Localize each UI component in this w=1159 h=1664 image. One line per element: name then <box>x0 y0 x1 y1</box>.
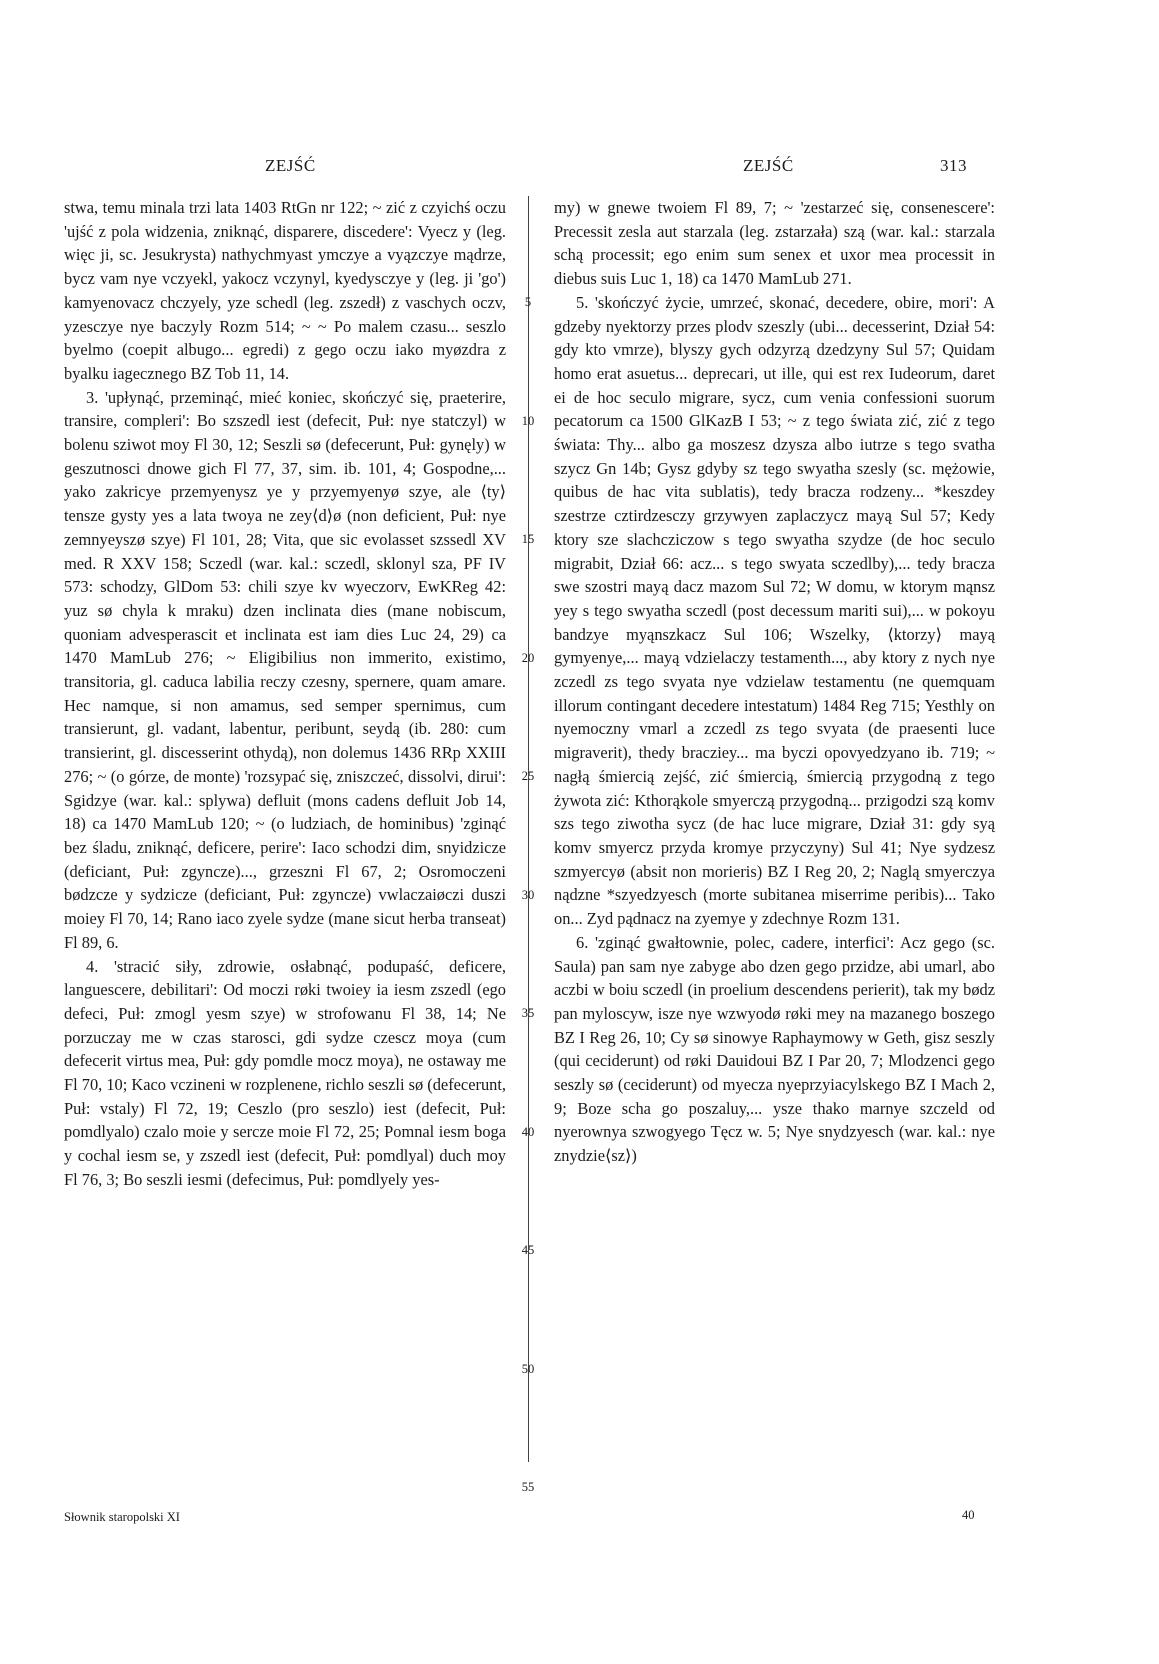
sense-6-paragraph: 6. 'zginąć gwałtownie, polec, cadere, interfici': Acz gego (sc. Saula) pan sam nye zabyge abo dzen gego przidze, abi umarl, abo aczbi w boiu sczedl (in proelium descendens perierit), tak my bødz pan myloscyw, isze nye wzwyodø røki mey na mazanego boszego BZ I Reg 26, 10; Cy sø sinowye Raphaymowy w Geth, gisz seszly (qui ceciderunt) od røki Dauidoui BZ I Par 20, 7; Mlodzenci gego seszly sø (ceciderunt) od myecza nyeprzyiacylskego BZ I Mach 2, 9; Boze scha go poszaluy,... ysze thako marnye szczeld od nyerownya szwogyego Tęcz w. 5; Nye snydzyesch (war. kal.: nye znydzie⟨sz⟩) <box>554 932 995 1166</box>
entry-paragraph: stwa, temu minala trzi lata 1403 RtGn nr 122; ~ zić z czyichś oczu 'ujść z pola widzenia, zniknąć, disparere, discedere': Vyecz y (leg. więc ji, sc. Jesukrysta) nathychmyast ymczye a vyązczye mądrze, bycz vam nye vczyekl, yakocz vczynyl, kyedysczye y (leg. ji 'go') kamyenovacz chczyely, yze schedl (leg. zszedł) z vaschych oczv, yzesczye nye baczyly Rozm 514; ~ ~ Po malem czasu... seszlo byelmo (coepit albugo... egredi) z gego oczu iako myøzdra z byalku iagecznego BZ Tob 11, 14. <box>64 198 506 383</box>
line-number: 20 <box>521 651 535 665</box>
line-number: 55 <box>521 1480 535 1494</box>
line-number: 40 <box>521 1125 535 1139</box>
line-number: 15 <box>521 532 535 546</box>
sense-4-paragraph: 4. 'stracić siły, zdrowie, osłabnąć, podupaść, deficere, languescere, debilitari': Od moczi røki twoiey ia iesm zszedl (ego defeci, Puł: zmogl yesm szye) w strofowanu Fl 38, 14; Ne porzuczay me w czas starosci, gdi sydze czescz moya (cum defecerit virtus mea, Puł: gdy pomdle mocz moya), ne ostaway me Fl 70, 10; Kaco vczineni w rozplenene, richlo seszli sø (defecerunt, Puł: vstaly) Fl 72, 19; Ceszlo (pro seszlo) iest (defecit, Puł: pomdlyalo) czalo moie y sercze moie Fl 72, 25; Pomnal iesm boga y cochal iesm se, y zszedl iest (defecit, Puł: pomdlyal) duch moy Fl 76, 3; Bo seszli iesmi (defecimus, Puł: pomdlyely yes- <box>64 956 506 1189</box>
line-number: 5 <box>524 295 532 309</box>
right-running-head: ZEJŚĆ <box>743 156 794 175</box>
footer-signature: 40 <box>962 1508 975 1522</box>
sense-3-paragraph: 3. 'upłynąć, przeminąć, mieć koniec, skończyć się, praeterire, transire, compleri': Bo szszedl iest (defecit, Puł: nye statczyl) w bolenu sziwot moy Fl 30, 12; Seszli sø (defecerunt, Puł: gynęly) w geszutnosci dnowe gich Fl 77, 37, sim. ib. 101, 4; Gospodne,... yako zakricye przemyenysz ye y przyemyenyø szye, ale ⟨ty⟩ tensze gysty yes a lata twoya ne zey⟨d⟩ø (non deficient, Puł: nye zemnyeyszø szye) Fl 101, 28; Vita, que sic evolasset szssedl XV med. R XXV 158; Sczedl (war. kal.: sczedl, sklonyl sza, PF IV 573: schodzy, GlDom 53: chili szye kv wyeczorv, EwKReg 42: yuz sø chyla k mraku) dzen inclinata dies (mane nobiscum, quoniam advesperascit et inclinata est iam dies Luc 24, 29) ca 1470 MamLub 276; ~ Eligibilius non immerito, existimo, transitoria, gl. caduca labilia reczy czesny, spernere, quam amare. Hec namque, si non amamus, sed semper spernimus, cum transierunt, gl. vadant, labentur, peribunt, seydą (ib. 280: cum transierint, gl. discesserint othydą), non dolemus 1436 RRp XXIII 276; ~ (o górze, de monte) 'rozsypać się, zniszczeć, dissolvi, dirui': Sgidzye (war. kal.: splywa) defluit (mons cadens defluit Job 14, 18) ca 1470 MamLub 120; ~ (o ludziach, de hominibus) 'zginąć bez śladu, zniknąć, deficere, perire': Iaco schodzi dim, snyidzicze (deficiant, Puł: zgyncze)..., grzeszni Fl 67, 2; Osromoczeni bødzcze y sydzicze (deficiant, Puł: zgyncze) vwlaczaiøczi duszi moiey Fl 70, 14; Rano iaco zyele sydze (mane sicut herba transeat) Fl 89, 6. <box>64 387 506 952</box>
left-column <box>64 196 506 1192</box>
page-number: 313 <box>940 156 967 175</box>
line-number: 10 <box>521 414 535 428</box>
line-number: 50 <box>521 1362 535 1376</box>
column-divider <box>528 196 529 1462</box>
line-number: 25 <box>521 769 535 783</box>
line-number: 45 <box>521 1243 535 1257</box>
sense-5-paragraph: 5. 'skończyć życie, umrzeć, skonać, decedere, obire, mori': A gdzeby nyektorzy przes plodv szeszly (ubi... decesserint, Dział 54: gdy kto vmrze), blyszy gych odzyrzą dzedzyny Sul 57; Quidam homo erat asuetus... deprecari, ut ille, qui est rex Iudeorum, daret ei de hoc seculo migrare, sycz, cum venia confessioni suorum pecatorum ca 1500 GlKazB I 53; ~ z tego świata zić, zić z tego świata: Thy... albo ga moszesz dzysza albo iutrze s tego svatha szycz Gn 14b; Gysz gdyby sz tego swyatha szesly (sc. mężowie, quibus de hac vita sublatis), tedy bracza rodzeny... *keszdey szestrze cztirdzesczy grzywyen zaplaczycz mayą Sul 57; Kedy ktory sze slachcziczow s tego swyatha szydze (de hoc seculo migrabit, Dział 66: acz... s tego swyata sczedlby),... tedy bracza swe szostri mayą dacz mazom Sul 72; W domu, w ktorym mąnsz yey s tego swyatha sczedl (post decessum mariti sui),... w pokoyu bandzye myąnszkacz Sul 106; Wszelky, ⟨ktorzy⟩ mayą gymyenye,... mayą vdzielaczy testamenth..., aby ktory z nych nye zczedl zs tego svyata nye vdzielaw testamentu (ne quemquam illorum contingant decedere intestatum) 1484 Reg 715; Yesthly on nyemoczny vmarl a zczedl zs tego svyata (de praesenti luce migraverit), thedy bracziey... ma byczi opovyedzyano ib. 719; ~ nagłą śmiercią zejść, zić śmiercią, śmiercią przygodną z tego żywota zić: Kthorąkole smyerczą przygodną... przigodzi szą komv szs tego ziwotha sycz (de hac luce migrare, Dział 31: gdy syą komv smyercz przyda kromye przyczyny) Sul 41; Nye sydzesz szmyercyø (absit non morieris) BZ I Reg 20, 2; Naglą smyerczya nądzne *szyedzyesch (morte subitanea miserrime peribis)... Tako on... Zyd pądnacz na zyemye y zdechnye Rozm 131. <box>554 292 995 929</box>
line-number: 30 <box>521 888 535 902</box>
left-running-head: ZEJŚĆ <box>265 156 316 175</box>
line-number: 35 <box>521 1006 535 1020</box>
entry-paragraph: my) w gnewe twoiem Fl 89, 7; ~ 'zestarzeć się, consenescere': Precessit zesla aut starzala (leg. zstarzała) szą (war. kal.: starzala schą processit; ego enim sum senex et uxor mea processit in diebus suis Luc 1, 18) ca 1470 MamLub 271. <box>554 198 995 289</box>
right-column <box>554 196 995 1168</box>
footer-publication: Słownik staropolski XI <box>64 1510 180 1524</box>
